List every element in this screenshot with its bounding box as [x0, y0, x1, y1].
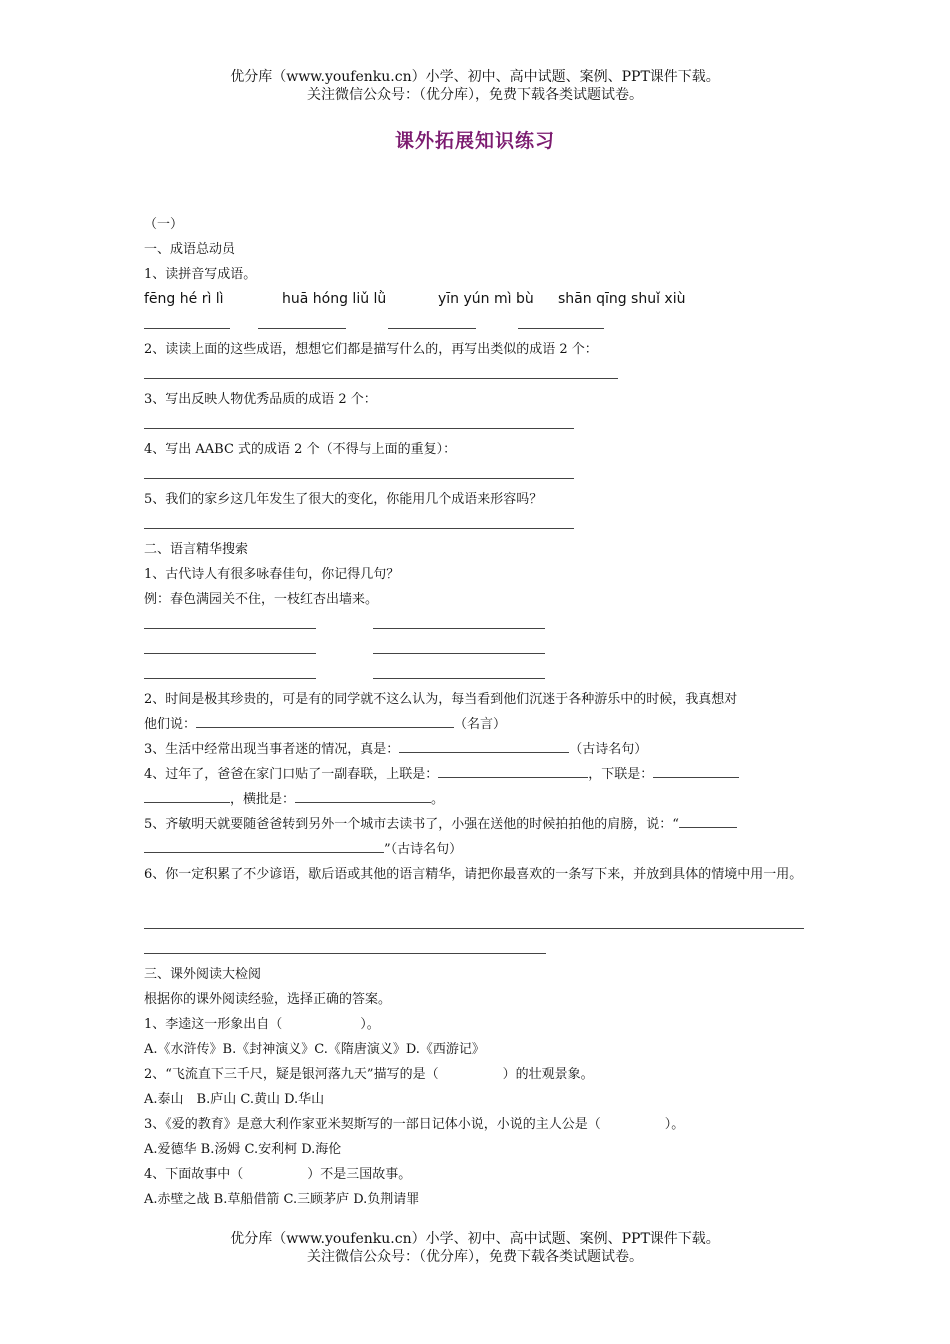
answer-blank[interactable]	[196, 713, 454, 728]
q4-prefix: 4、下面故事中（	[144, 1167, 244, 1182]
s3-question-2	[144, 1062, 809, 1087]
poem-blank-row	[144, 612, 809, 637]
q4-end: 。	[431, 792, 445, 807]
answer-blank[interactable]	[653, 763, 739, 778]
pinyin-4: shān qīng shuǐ xiù	[558, 291, 686, 307]
pinyin-1: fēng hé rì lì	[144, 291, 224, 307]
s2-question-4-cont	[144, 787, 809, 812]
footer-line-2: 关注微信公众号：（优分库），免费下载各类试题试卷。	[307, 1249, 643, 1265]
q2-suffix: ）的壮观景象。	[502, 1067, 594, 1082]
s1-question-2: 2、读读上面的这些成语，想想它们都是描写什么的，再写出类似的成语 2 个：	[144, 342, 598, 357]
answer-line[interactable]	[144, 428, 574, 429]
header-line-2: 关注微信公众号：（优分库），免费下载各类试题试卷。	[307, 87, 643, 103]
section-3-heading: 三、课外阅读大检阅	[144, 967, 262, 982]
s3-question-3-options: A.爱德华 B.汤姆 C.安利柯 D.海伦	[144, 1142, 342, 1157]
s2-question-5-cont	[144, 837, 809, 862]
poem-blank-row	[144, 662, 809, 687]
answer-blank[interactable]	[295, 788, 431, 803]
answer-line-row	[144, 362, 809, 387]
q3-suffix: ）。	[664, 1117, 685, 1132]
s2-question-2-cont	[144, 712, 809, 737]
answer-line[interactable]	[144, 478, 574, 479]
answer-line-row	[144, 912, 809, 937]
s2-question-1: 1、古代诗人有很多咏春佳句，你记得几句？	[144, 567, 400, 582]
answer-blank[interactable]	[438, 763, 588, 778]
page-footer	[0, 1230, 950, 1266]
s1-question-4: 4、写出 AABC 式的成语 2 个（不得与上面的重复）：	[144, 442, 457, 457]
q5-suffix: ”（古诗名句）	[384, 842, 463, 857]
q4-suffix: ）不是三国故事。	[307, 1167, 412, 1182]
answer-blank[interactable]	[679, 813, 737, 828]
answer-line-row	[144, 412, 809, 437]
header-line-1: 优分库（www.youfenku.cn）小学、初中、高中试题、案例、PPT课件下载。	[230, 69, 720, 85]
answer-line[interactable]	[373, 653, 545, 654]
s2-question-6: 6、你一定积累了不少谚语，歇后语或其他的语言精华，请把你最喜欢的一条写下来，并放到具体的情境中用一用。	[144, 867, 803, 882]
q1-suffix: ）。	[360, 1017, 380, 1032]
s3-question-3	[144, 1112, 809, 1137]
s3-question-4	[144, 1162, 809, 1187]
answer-line[interactable]	[144, 653, 316, 654]
q2-prefix: 2、“飞流直下三千尺，疑是银河落九天”描写的是（	[144, 1067, 439, 1082]
s1-question-1: 1、读拼音写成语。	[144, 267, 257, 282]
s3-question-1	[144, 1012, 809, 1037]
q4-prefix: 4、过年了，爸爸在家门口贴了一副春联，上联是：	[144, 767, 439, 782]
s2-example: 例：春色满园关不住，一枝红杏出墙来。	[144, 592, 379, 607]
answer-blank[interactable]	[399, 738, 569, 753]
s2-question-4	[144, 762, 809, 787]
s3-question-1-options: A.《水浒传》B.《封神演义》C.《隋唐演义》D.《西游记》	[144, 1042, 485, 1057]
idiom-answer-blanks	[144, 312, 809, 337]
pinyin-row	[144, 287, 809, 312]
answer-line[interactable]	[144, 953, 546, 954]
q4-mid: ，下联是：	[588, 767, 654, 782]
answer-blank[interactable]	[388, 328, 476, 329]
answer-line[interactable]	[144, 628, 316, 629]
section-1-heading: 一、成语总动员	[144, 242, 236, 257]
s3-intro: 根据你的课外阅读经验，选择正确的答案。	[144, 992, 392, 1007]
footer-line-1: 优分库（www.youfenku.cn）小学、初中、高中试题、案例、PPT课件下载。	[230, 1231, 720, 1247]
answer-line[interactable]	[144, 678, 316, 679]
answer-line[interactable]	[373, 678, 545, 679]
q5-text: 5、齐敏明天就要随爸爸转到另外一个城市去读书了，小强在送他的时候拍拍他的肩膀，说：“	[144, 817, 679, 832]
q2-suffix: （名言）	[454, 717, 507, 732]
pinyin-3: yīn yún mì bù	[438, 291, 534, 307]
section-2-heading: 二、语言精华搜索	[144, 542, 249, 557]
answer-line-row	[144, 462, 809, 487]
s1-question-3: 3、写出反映人物优秀品质的成语 2 个：	[144, 392, 377, 407]
s2-question-2: 2、时间是极其珍贵的，可是有的同学就不这么认为，每当看到他们沉迷于各种游乐中的时候，我真想对	[144, 692, 738, 707]
part-label: （一）	[144, 217, 184, 232]
s3-question-2-options: A.泰山 B.庐山 C.黄山 D.华山	[144, 1092, 325, 1107]
q2-prefix: 他们说：	[144, 717, 197, 732]
s3-question-4-options: A.赤壁之战 B.草船借箭 C.三顾茅庐 D.负荆请罪	[144, 1192, 420, 1207]
s2-question-5	[144, 812, 809, 837]
worksheet-body	[144, 212, 809, 1212]
q3-suffix: （古诗名句）	[569, 742, 648, 757]
answer-line-row	[144, 512, 809, 537]
q3-prefix: 3、《爱的教育》是意大利作家亚米契斯写的一部日记体小说，小说的主人公是（	[144, 1117, 601, 1132]
answer-blank[interactable]	[258, 328, 346, 329]
answer-line[interactable]	[373, 628, 545, 629]
answer-line[interactable]	[144, 928, 804, 929]
answer-line-row	[144, 937, 809, 962]
pinyin-2: huā hóng liǔ lǜ	[282, 291, 387, 307]
q3-prefix: 3、生活中经常出现当事者迷的情况，真是：	[144, 742, 400, 757]
poem-blank-row	[144, 637, 809, 662]
answer-line[interactable]	[144, 528, 574, 529]
q4-hengpi: ，横批是：	[230, 792, 296, 807]
answer-blank[interactable]	[144, 328, 230, 329]
page-header	[0, 68, 950, 104]
page-title: 课外拓展知识练习	[394, 130, 555, 152]
answer-blank[interactable]	[144, 788, 230, 803]
s2-question-3	[144, 737, 809, 762]
answer-line[interactable]	[144, 378, 618, 379]
q1-prefix: 1、李逵这一形象出自（	[144, 1017, 283, 1032]
answer-blank[interactable]	[144, 838, 384, 853]
answer-blank[interactable]	[518, 328, 604, 329]
s1-question-5: 5、我们的家乡这几年发生了很大的变化，你能用几个成语来形容吗？	[144, 492, 543, 507]
